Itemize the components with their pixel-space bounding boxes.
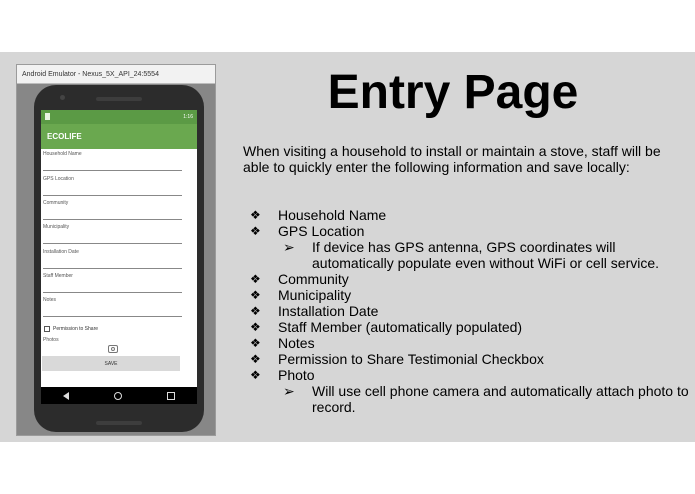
sub-list-item [250, 383, 690, 415]
community-field[interactable] [43, 198, 182, 220]
slide [0, 52, 695, 442]
field-label: Community [43, 200, 69, 206]
list-item [250, 271, 690, 287]
list-item [250, 207, 690, 223]
bullet-icon: ❖ [250, 368, 261, 382]
bullet-icon: ❖ [250, 352, 261, 366]
bullet-icon: ❖ [250, 336, 261, 350]
notification-icon [45, 113, 50, 120]
list-item [250, 367, 690, 383]
recents-icon[interactable] [167, 392, 175, 400]
installation-date-field[interactable] [43, 247, 182, 269]
notes-field[interactable] [43, 295, 182, 317]
slide-intro: When visiting a household to install or maintain a stove, staff will be able to quickly enter the following information and save locally: [243, 143, 661, 175]
list-item-label: Photo [278, 367, 315, 383]
arrow-bullet-icon: ➢ [283, 239, 295, 255]
save-button[interactable]: SAVE [42, 356, 180, 371]
bullet-icon: ❖ [250, 272, 261, 286]
status-time: 1:16 [183, 114, 193, 120]
list-item-label: Staff Member (automatically populated) [278, 319, 523, 335]
feature-list [250, 207, 690, 415]
field-label: Installation Date [43, 249, 79, 255]
list-item [250, 351, 690, 367]
list-item [250, 335, 690, 351]
bullet-icon: ❖ [250, 208, 261, 222]
field-label: Staff Member [43, 273, 73, 279]
field-label: Household Name [43, 151, 82, 157]
list-item [250, 319, 690, 335]
bullet-icon: ❖ [250, 224, 261, 238]
bullet-icon: ❖ [250, 304, 261, 318]
status-bar [41, 110, 197, 124]
bullet-icon: ❖ [250, 288, 261, 302]
list-item [250, 223, 690, 239]
permission-checkbox-row[interactable] [44, 326, 98, 332]
slide-title: Entry Page [327, 66, 579, 119]
home-icon[interactable] [114, 392, 122, 400]
staff-member-field[interactable] [43, 271, 182, 293]
sub-list-item [250, 239, 690, 271]
phone-screen [41, 110, 197, 404]
field-label: Notes [43, 297, 57, 303]
front-camera-icon [60, 95, 65, 100]
list-item-label: Municipality [278, 287, 352, 303]
speaker-top [96, 97, 142, 101]
emulator-window [16, 64, 216, 436]
list-item [250, 303, 690, 319]
list-item-label: GPS Location [278, 223, 365, 239]
household-name-field[interactable] [43, 149, 182, 171]
phone-frame [34, 85, 204, 432]
photos-label: Photos [43, 337, 59, 343]
emulator-title: Android Emulator - Nexus_5X_API_24:5554 [17, 65, 215, 84]
sub-list-item-label: If device has GPS antenna, GPS coordinates will automatically populate even without WiFi or cell service. [312, 239, 660, 271]
entry-form [41, 149, 197, 373]
sub-list-item-label: Will use cell phone camera and automatically attach photo to record. [312, 383, 689, 415]
permission-label: Permission to Share [53, 326, 99, 332]
field-label: GPS Location [43, 176, 74, 182]
list-item-label: Notes [278, 335, 315, 351]
list-item-label: Permission to Share Testimonial Checkbox [278, 351, 544, 367]
back-icon[interactable] [63, 392, 69, 400]
list-item-label: Installation Date [278, 303, 379, 319]
speaker-bottom [96, 421, 142, 425]
camera-icon[interactable] [108, 345, 118, 353]
list-item-label: Community [278, 271, 349, 287]
list-item-label: Household Name [278, 207, 387, 223]
navigation-bar [41, 387, 197, 404]
permission-checkbox[interactable] [44, 326, 50, 332]
app-title: ECOLIFE [41, 124, 197, 149]
field-label: Municipality [43, 224, 70, 230]
municipality-field[interactable] [43, 222, 182, 244]
gps-location-field[interactable] [43, 174, 182, 196]
arrow-bullet-icon: ➢ [283, 383, 295, 399]
list-item [250, 287, 690, 303]
bullet-icon: ❖ [250, 320, 261, 334]
